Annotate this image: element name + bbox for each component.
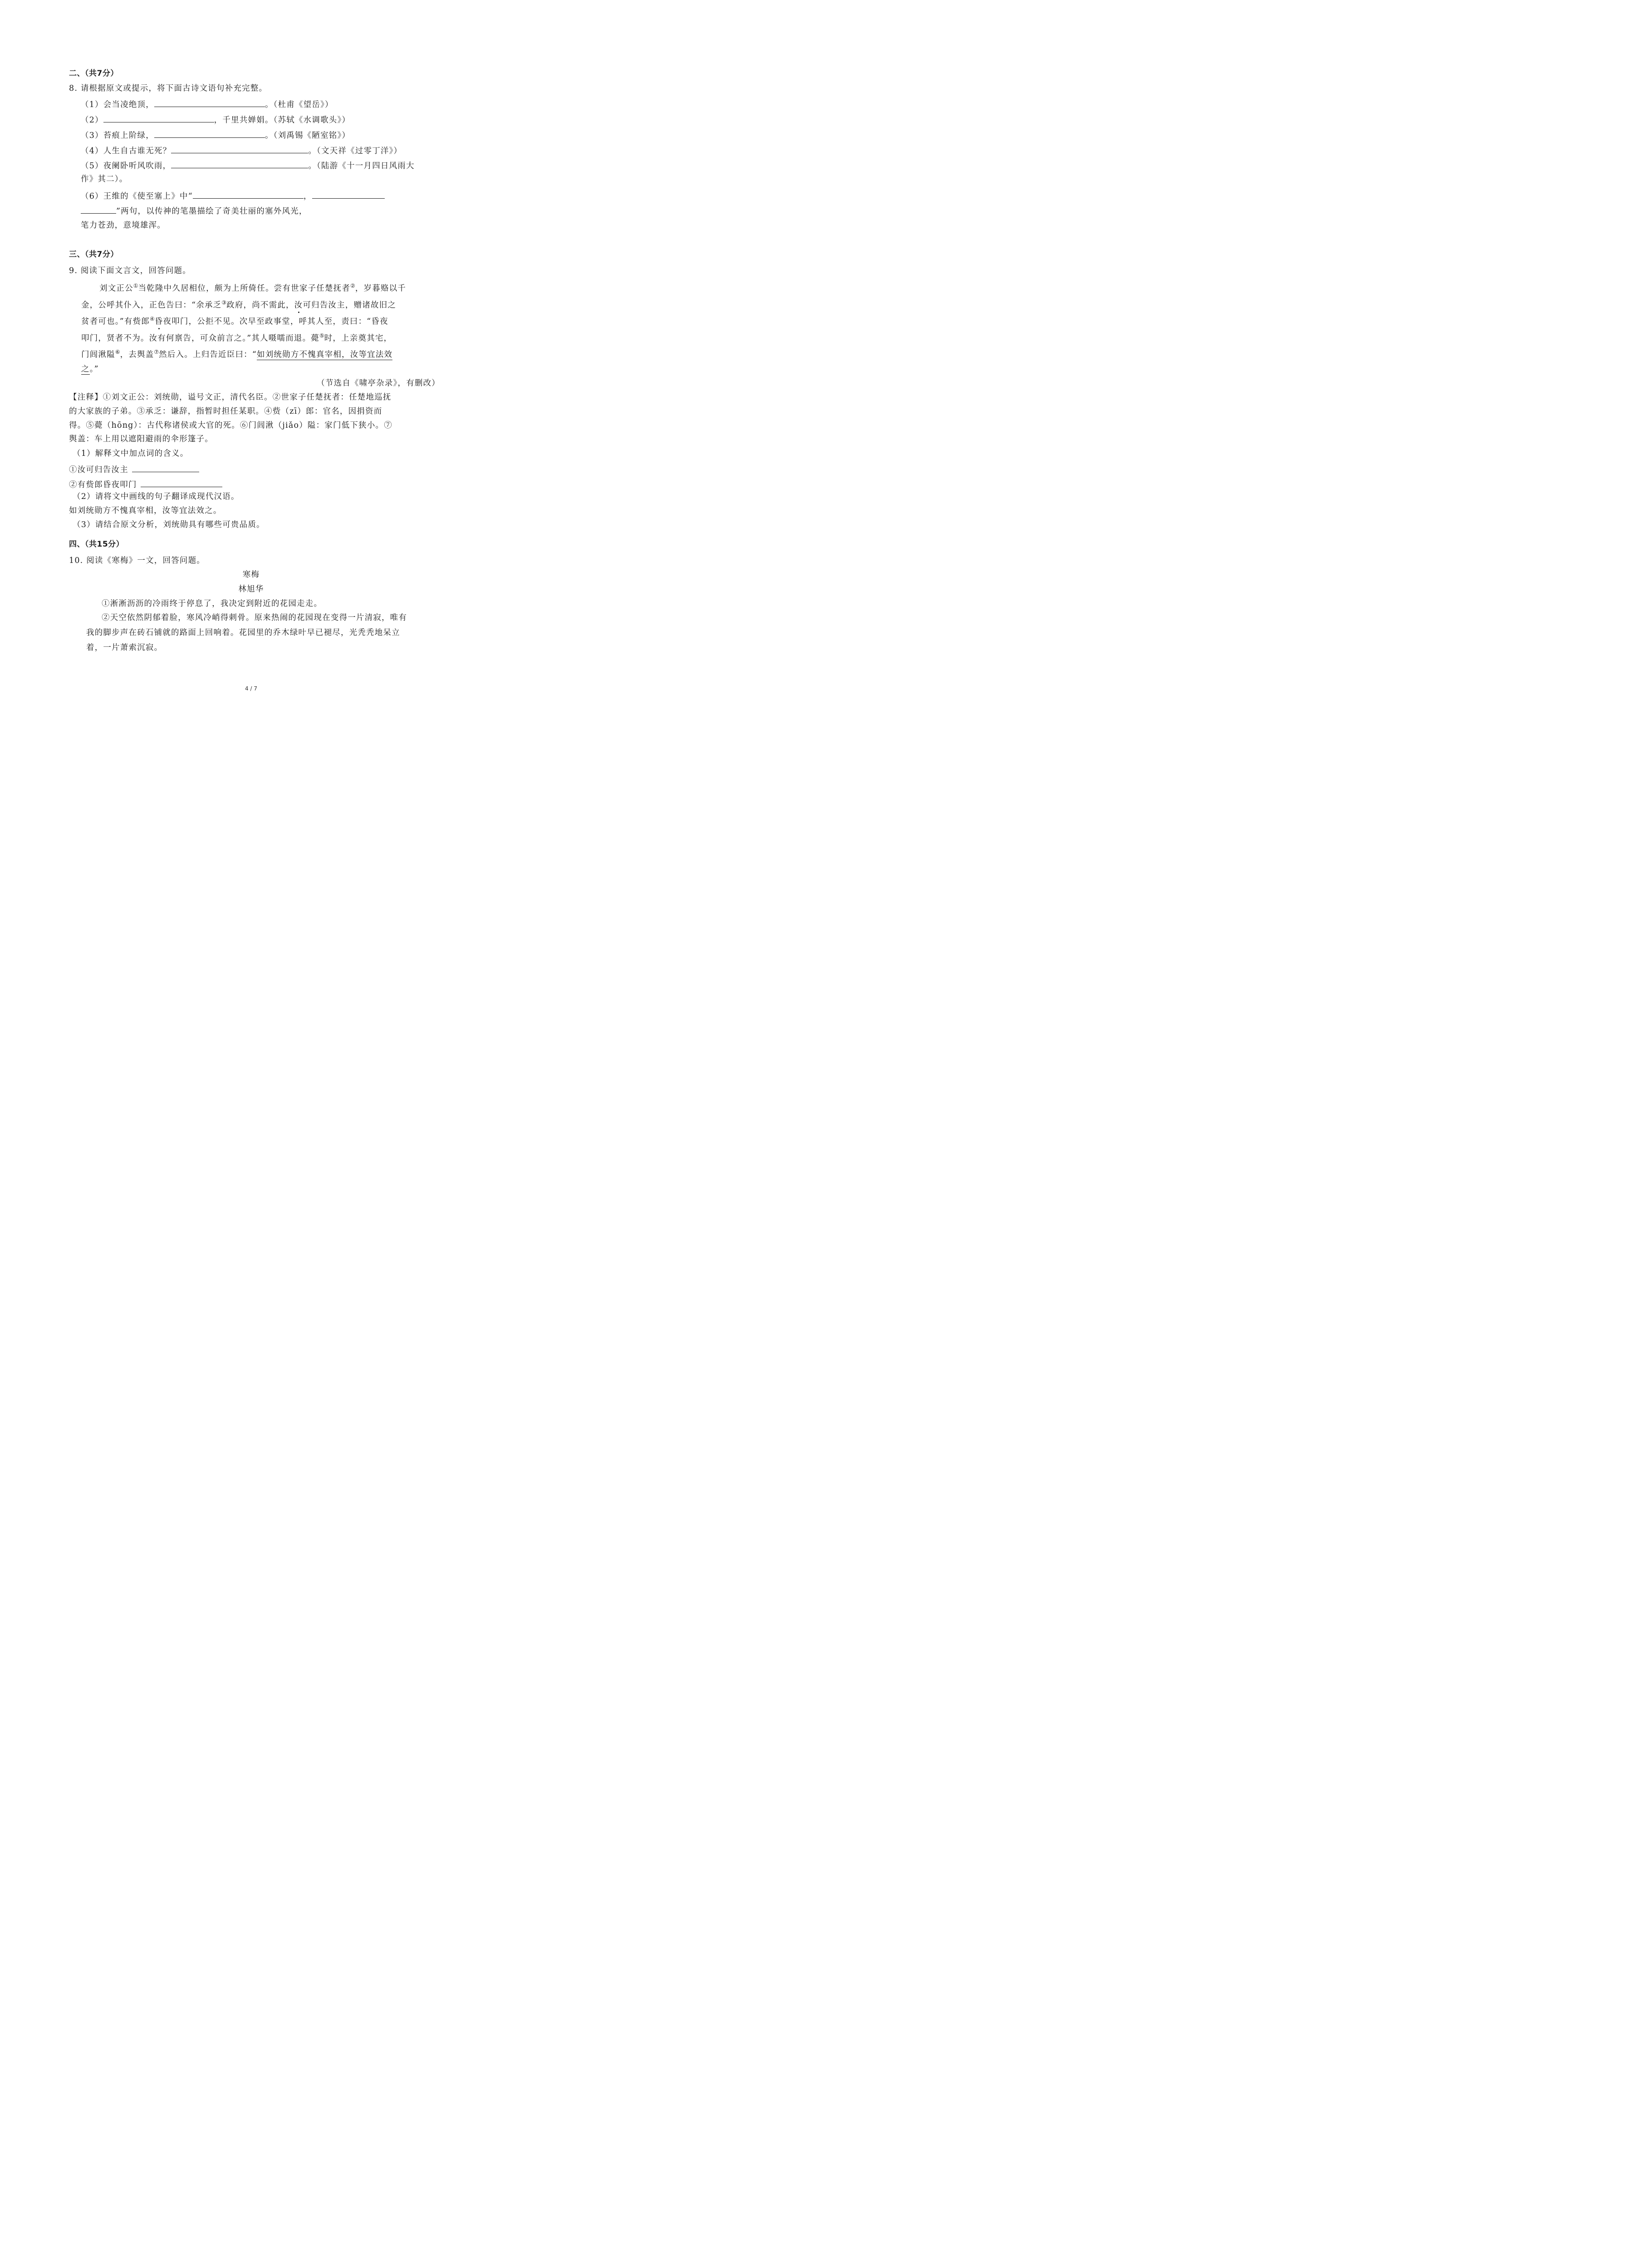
q8-item-5-blank[interactable] [171,160,308,168]
q8-item-4-source: 。（文天祥《过零丁洋》） [308,147,402,156]
q8-item-1-source: 。（杜甫《望岳》） [265,100,333,109]
q8-item-5-prompt: （5）夜阑卧听风吹雨， [81,161,171,171]
footnote-marker: ④ [150,316,155,322]
article-author: 林旭华 [238,585,264,594]
underlined-sentence: 如刘统勋方不愧真宰相，汝等宜法效 [257,350,393,359]
q8-item-6-prompt: （6）王维的《使至塞上》中“ [81,192,193,201]
q8-stem: 8. 请根据原文或提示，将下面古诗文语句补充完整。 [69,84,268,93]
text-segment: 夜叩门，公拒不见。次早至政事堂，呼其人至，责曰：“昏夜 [163,317,388,326]
text-segment: 然后入。上归告近臣曰：“ [159,350,257,359]
dotted-word-hun: 昏 [154,317,163,326]
classical-text-line-5 [81,349,392,360]
q10-stem: 10. 阅读《寒梅》一文，回答问题。 [69,556,205,565]
q8-item-3 [81,129,350,141]
q8-item-6-blank-1[interactable] [193,190,304,199]
footnote-marker: ⑦ [154,349,159,355]
classical-text-line-4 [81,333,392,344]
q8-item-4 [81,145,402,156]
q8-item-4-prompt: （4）人生自古谁无死？ [81,147,171,156]
q9-sub-1b-prompt: ②有赀郎昏夜叩门 [69,480,137,489]
q8-item-1 [81,98,333,110]
q8-item-1-blank[interactable] [154,98,265,107]
q8-item-6-description: ”两句，以传神的笔墨描绘了奇美壮丽的塞外风光， [116,207,308,216]
text-segment: 当乾隆中久居相位，颇为上所倚任。尝有世家子任楚抚者 [138,284,351,293]
q8-item-6-blank-2a[interactable] [312,190,385,199]
annotation-line-2: 的大家族的子弟。③承乏：谦辞，指暂时担任某职。④赀（zī）郎：官名，因捐资而 [69,407,382,416]
dotted-word-ru: 汝 [294,301,303,310]
q8-item-5-continued: 作》其二）。 [81,175,128,184]
q8-item-2-source: ，千里共婵娟。（苏轼《水调歌头》） [214,116,351,125]
text-segment: 政府，尚不需此， [226,301,294,310]
article-paragraph-2-line-3: 着，一片萧索沉寂。 [86,643,163,652]
section-3-header: 三、（共7分） [69,250,118,259]
text-segment: 金，公呼其仆入，正色告曰：“余承乏 [81,301,222,310]
annotation-line-1: 【注释】①刘文正公：刘统勋，谥号文正，清代名臣。②世家子任楚抚者：任楚地巡抚 [69,393,392,402]
q9-sub-1: （1）解释文中加点词的含义。 [73,449,189,458]
q9-sub-1a-blank[interactable] [132,464,199,472]
exam-page [0,0,502,710]
footnote-marker: ① [133,283,138,289]
q8-item-2-blank[interactable] [103,114,214,122]
q8-item-3-prompt: （3）苔痕上阶绿， [81,131,154,140]
q8-item-6-blank-2b[interactable] [81,205,116,214]
footnote-marker: ② [350,283,355,289]
article-paragraph-2-line-1: ②天空依然阴郁着脸，寒风冷峭得刺骨。原来热闹的花园现在变得一片清寂，唯有 [102,613,407,622]
classical-text-line-1 [99,283,406,294]
q8-item-5-source: 。（陆游《十一月四日风雨大 [308,161,415,171]
section-2-header: 二、（共7分） [69,69,118,78]
q8-item-6-line-2 [81,205,308,217]
footnote-marker: ③ [221,299,227,306]
q8-item-3-source: 。（刘禹锡《陋室铭》） [265,131,351,140]
q8-item-3-blank[interactable] [154,129,265,138]
article-title: 寒梅 [242,570,260,579]
q9-sub-3: （3）请结合原文分析，刘统勋具有哪些可贵品质。 [73,520,265,529]
text-segment: 时，上亲奠其宅， [324,334,392,343]
q9-sub-1b-blank[interactable] [141,479,222,487]
q8-item-2 [81,114,350,126]
underlined-sentence-end: 之 [81,365,90,374]
annotation-line-4: 舆盖：车上用以遮阳避雨的伞形篷子。 [69,435,213,444]
text-segment: 。” [89,365,99,374]
annotation-line-3: 得。⑤薨（hōng）：古代称诸侯或大官的死。⑥门闾湫（jiǎo）隘：家门低下狭小。⑦ [69,421,392,430]
q8-item-1-prompt: （1）会当凌绝顶， [81,100,154,109]
section-4-header: 四、（共15分） [69,540,124,549]
q9-sub-1a [69,464,199,475]
text-segment: ，去舆盖 [120,350,154,359]
q9-sub-2: （2）请将文中画线的句子翻译成现代汉语。 [73,492,240,501]
text-segment: 叩门，贤者不为。汝有何禀告，可众前言之。”其人嗫嚅而退。薨 [81,334,319,343]
text-segment: 贫者可也。”有赀郎 [81,317,150,326]
article-paragraph-2-line-2: 我的脚步声在砖石铺就的路面上回响着。花园里的乔木绿叶早已褪尽，光秃秃地呆立 [86,628,400,637]
q8-item-2-prompt: （2） [81,116,103,125]
text-segment: ，岁暮赂以千 [355,284,407,293]
article-paragraph-1: ①淅淅沥沥的冷雨终于停息了，我决定到附近的花园走走。 [102,599,323,608]
q9-sub-1b [69,479,222,490]
text-segment: 刘文正公 [99,284,133,293]
text-source: （节选自《啸亭杂录》，有删改） [317,379,440,388]
page-number: 4 / 7 [245,685,257,692]
classical-text-line-6 [81,364,99,375]
text-segment: 可归告汝主，赠诸故旧之 [303,301,397,310]
classical-text-line-2 [81,300,396,311]
text-segment: 门闾湫隘 [81,350,115,359]
q8-item-4-blank[interactable] [171,145,308,153]
footnote-marker: ⑥ [115,349,120,355]
q9-stem: 9. 阅读下面文言文，回答问题。 [69,266,191,275]
q9-sub-1a-prompt: ①汝可归告汝主 [69,465,128,474]
q8-item-5 [81,160,415,171]
q8-item-6-continued: 笔力苍劲，意境雄浑。 [81,221,166,230]
classical-text-line-3 [81,316,388,327]
q8-item-6 [81,190,385,202]
q8-item-6-comma: ， [303,192,312,201]
footnote-marker: ⑤ [319,332,324,339]
q9-sub-2-sentence: 如刘统勋方不愧真宰相，汝等宜法效之。 [69,506,222,515]
